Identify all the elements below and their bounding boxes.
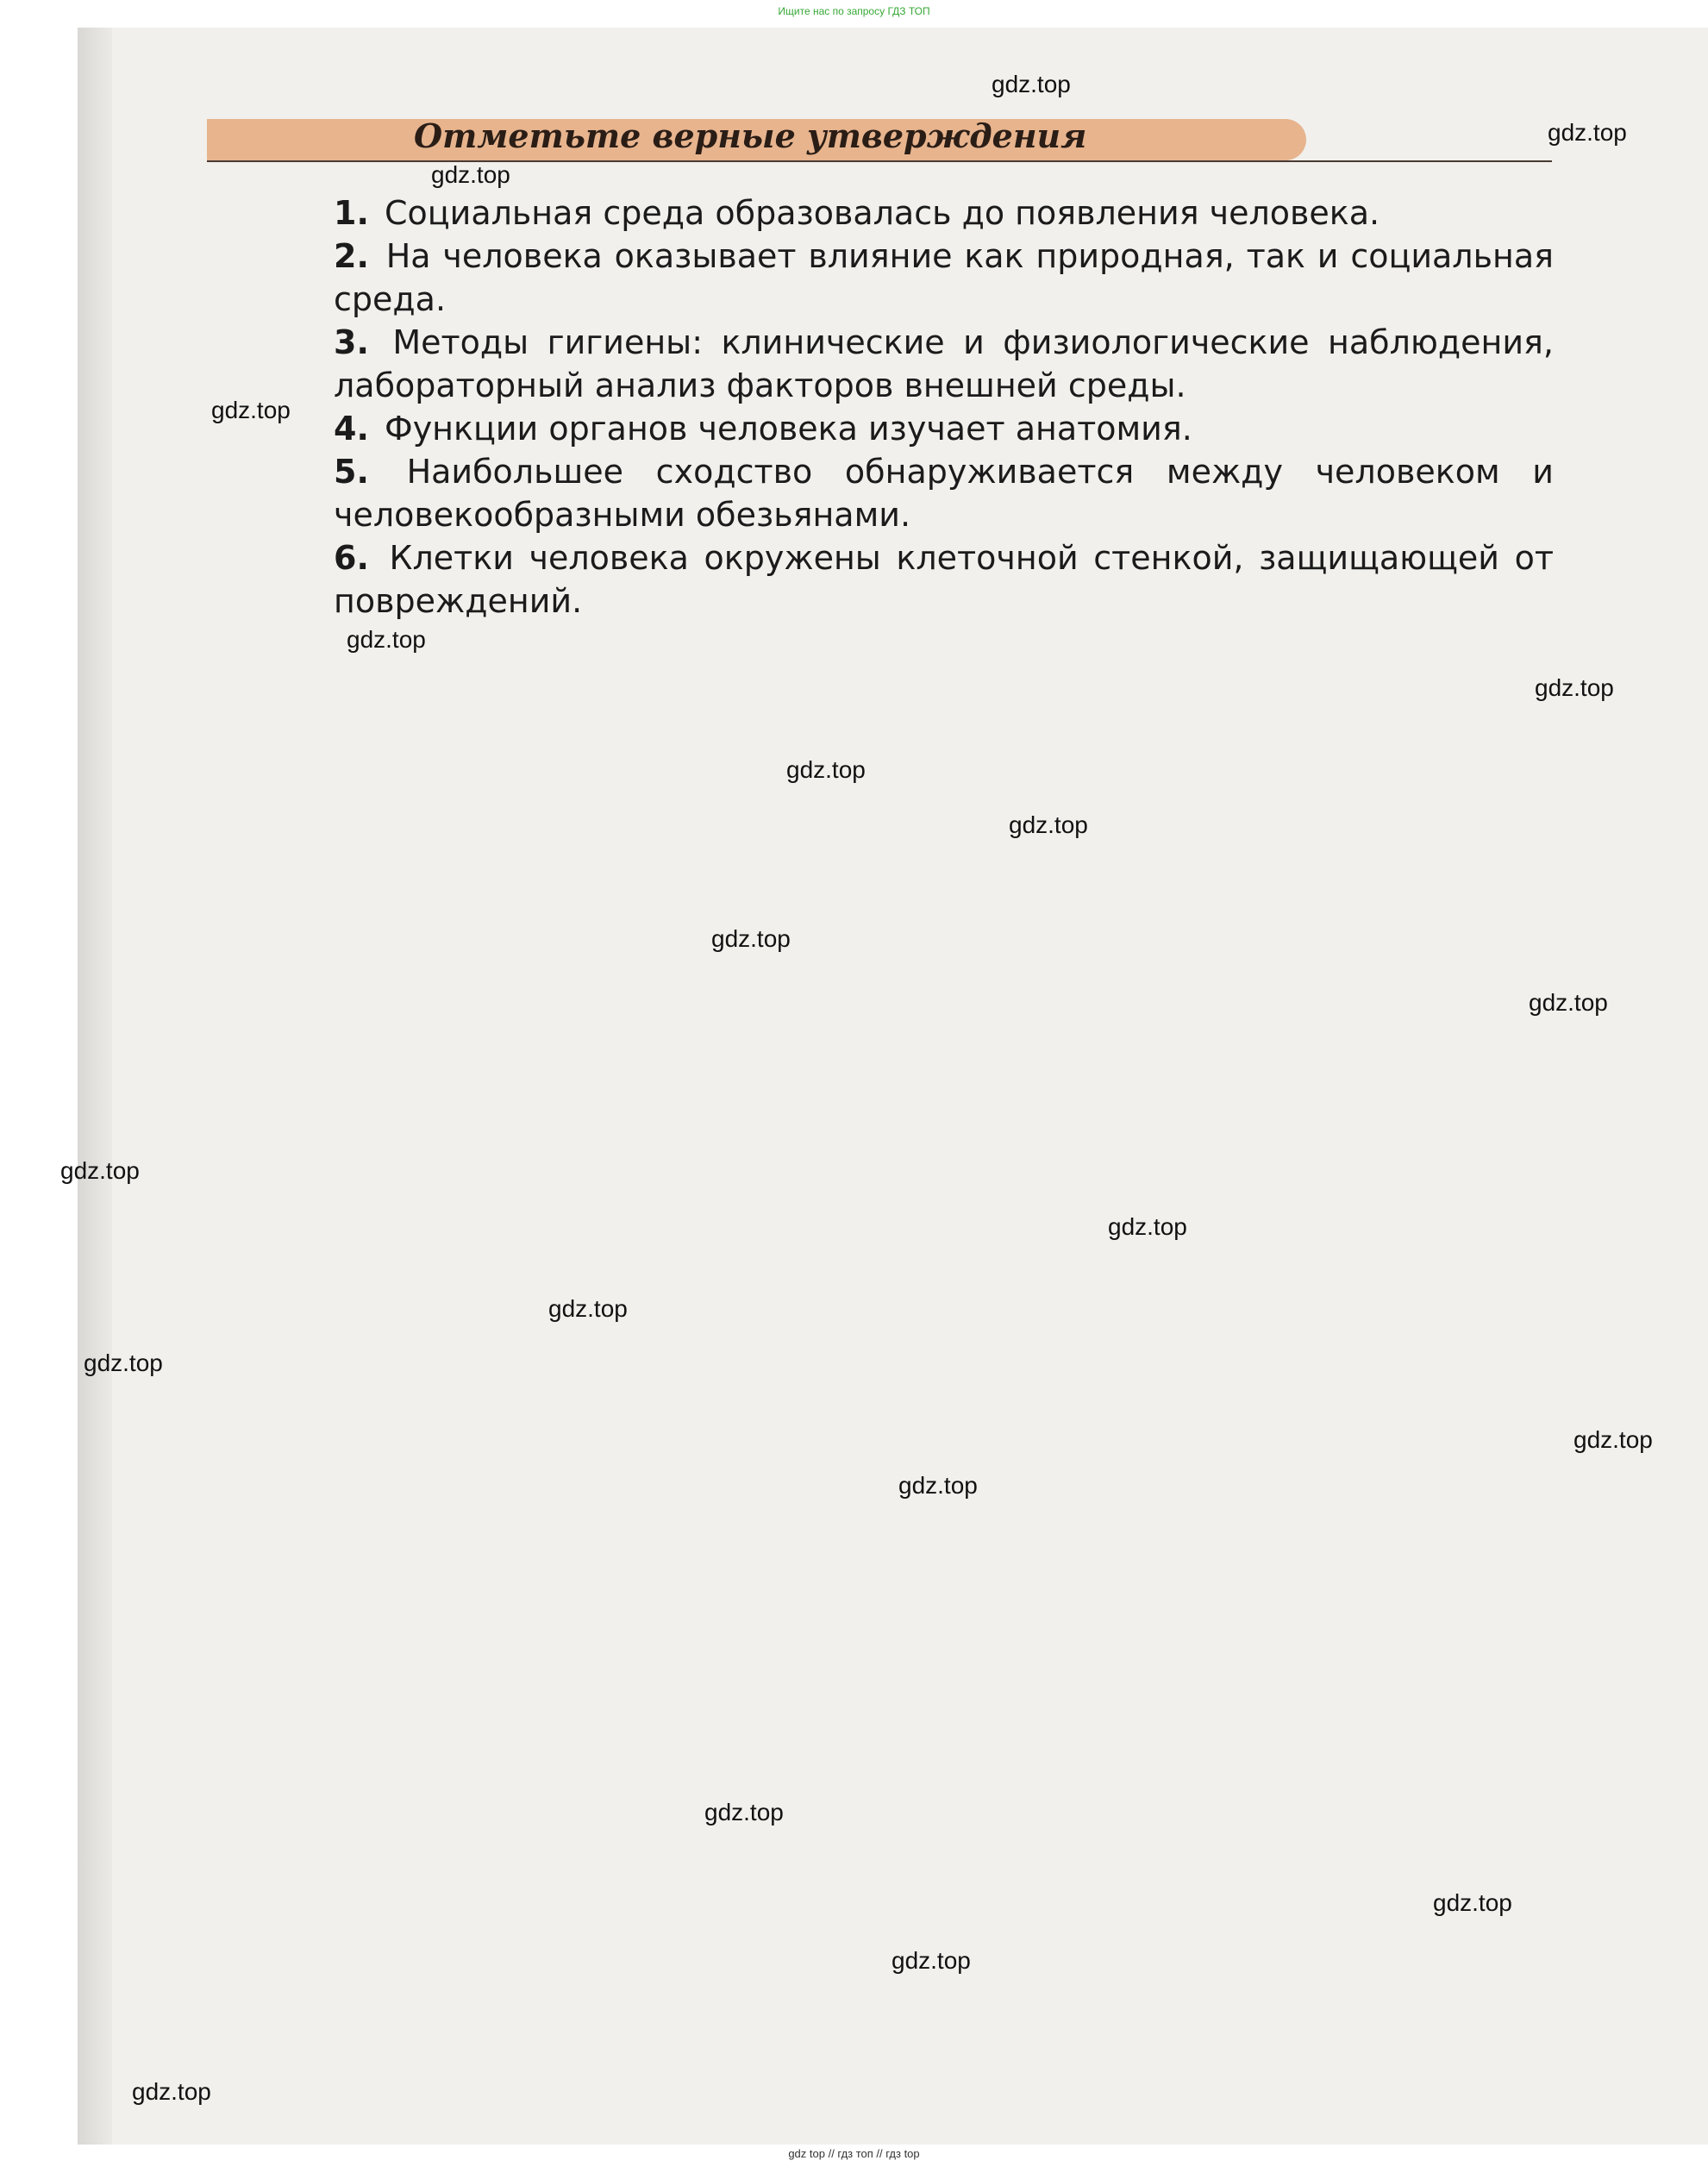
statement-text: На человека оказывает влияние как природная, так и социальная среда.: [334, 237, 1554, 318]
statement-number: 2.: [334, 237, 369, 275]
watermark: gdz.top: [1535, 674, 1614, 701]
statement-list: [334, 191, 1554, 623]
watermark: gdz.top: [1573, 1426, 1653, 1453]
watermark: gdz.top: [992, 71, 1071, 97]
watermark: gdz.top: [211, 397, 291, 423]
statement-text: Функции органов человека изучает анатомия.: [384, 410, 1192, 448]
statement-text: Клетки человека окружены клеточной стенкой, защищающей от повреждений.: [334, 539, 1554, 620]
watermark: gdz.top: [892, 1947, 971, 1974]
watermark: gdz.top: [711, 925, 791, 952]
watermark: gdz.top: [1009, 811, 1088, 838]
watermark: gdz.top: [898, 1472, 978, 1499]
watermark: gdz.top: [704, 1799, 784, 1825]
statement-number: 1.: [334, 194, 369, 232]
watermark: gdz.top: [132, 2078, 211, 2105]
watermark: gdz.top: [1108, 1213, 1187, 1240]
statement-item: [334, 536, 1554, 623]
statement-item: [334, 321, 1554, 407]
watermark: gdz.top: [786, 756, 866, 783]
statement-text: Наибольшее сходство обнаруживается между человеком и человекообразными обезьянами.: [334, 453, 1554, 534]
statement-text: Социальная среда образовалась до появления человека.: [384, 194, 1380, 232]
statement-item: [334, 191, 1554, 235]
site-caption-bottom: gdz top // гдз топ // гдз top: [788, 2147, 920, 2160]
statement-number: 6.: [334, 539, 369, 577]
watermark: gdz.top: [60, 1157, 140, 1184]
statement-text: Методы гигиены: клинические и физиологические наблюдения, лабораторный анализ факторов внешней среды.: [334, 323, 1554, 404]
watermark: gdz.top: [84, 1350, 163, 1376]
watermark: gdz.top: [1548, 119, 1627, 146]
statement-item: [334, 407, 1554, 450]
site-caption-top: Ищите нас по запросу ГДЗ ТОП: [778, 5, 930, 17]
section-title: Отметьте верные утверждения: [414, 116, 1087, 155]
watermark: gdz.top: [548, 1295, 628, 1322]
statement-number: 3.: [334, 323, 369, 361]
page-binding-shadow: [78, 28, 112, 2145]
watermark: gdz.top: [1433, 1889, 1512, 1916]
statement-item: [334, 450, 1554, 536]
watermark: gdz.top: [347, 626, 426, 653]
statement-item: [334, 235, 1554, 321]
statement-number: 5.: [334, 453, 369, 491]
section-header-rule: [207, 160, 1552, 162]
statement-number: 4.: [334, 410, 369, 448]
watermark: gdz.top: [1529, 989, 1608, 1016]
watermark: gdz.top: [431, 161, 510, 188]
bleed-through-text: [216, 830, 1647, 874]
